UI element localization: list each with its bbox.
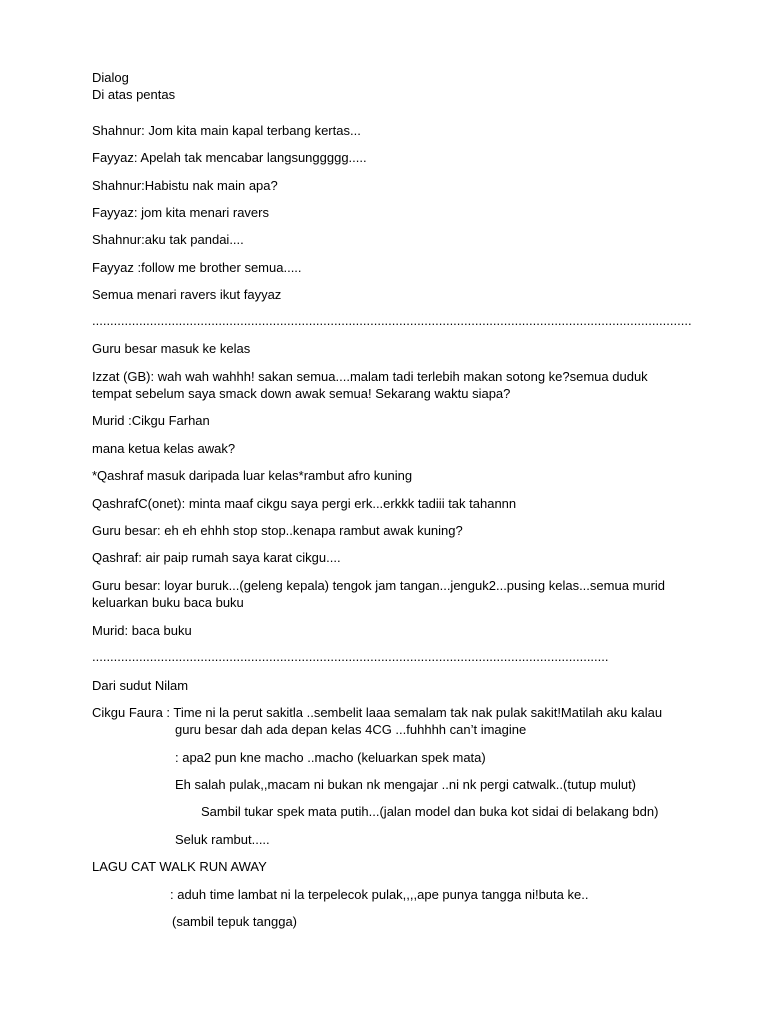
dialog-line: mana ketua kelas awak? [92, 441, 236, 456]
dialog-line: Fayyaz :follow me brother semua..... [92, 260, 302, 275]
dialog-line: Qashraf: air paip rumah saya karat cikgu.... [92, 550, 341, 565]
stage-direction: (sambil tepuk tangga) [172, 914, 298, 929]
dotted-separator: ............................................................................................................................................... [92, 649, 609, 664]
dialog-line: : aduh time lambat ni la terpelecok pulak,,,,ape punya tangga ni!buta ke.. [170, 887, 589, 902]
dialog-line: Cikgu Faura : Time ni la perut sakitla ..sembelit laaa semalam tak nak pulak sakit!Matilah aku kalau [92, 705, 663, 720]
dialog-line: : apa2 pun kne macho ..macho (keluarkan spek mata) [175, 750, 486, 765]
dialog-line: Shahnur: Jom kita main kapal terbang kertas... [92, 123, 361, 138]
dialog-line: Murid: baca buku [92, 623, 192, 638]
stage-direction: Sambil tukar spek mata putih...(jalan model dan buka kot sidai di belakang bdn) [201, 804, 659, 819]
song-title: LAGU CAT WALK RUN AWAY [92, 859, 267, 874]
dialog-line: Izzat (GB): wah wah wahhh! sakan semua....malam tadi terlebih makan sotong ke?semua duduk [92, 369, 648, 384]
dotted-separator: ...................................................................................................................................................................... [92, 313, 692, 328]
dialog-line: tempat sebelum saya smack down awak semua! Sekarang waktu siapa? [92, 386, 511, 401]
document-subtitle: Di atas pentas [92, 87, 176, 102]
document-title: Dialog [92, 70, 129, 85]
dialog-line: Eh salah pulak,,macam ni bukan nk mengajar ..ni nk pergi catwalk..(tutup mulut) [175, 777, 637, 792]
scene-heading: Dari sudut Nilam [92, 678, 189, 693]
dialog-line: keluarkan buku baca buku [92, 595, 244, 610]
dialog-line: Semua menari ravers ikut fayyaz [92, 287, 282, 302]
stage-direction: *Qashraf masuk daripada luar kelas*rambut afro kuning [92, 468, 413, 483]
dialog-line: Shahnur:aku tak pandai.... [92, 232, 244, 247]
dialog-line: Shahnur:Habistu nak main apa? [92, 178, 278, 193]
dialog-line: Fayyaz: jom kita menari ravers [92, 205, 269, 220]
dialog-line: Guru besar: eh eh ehhh stop stop..kenapa rambut awak kuning? [92, 523, 463, 538]
dialog-line: Guru besar: loyar buruk...(geleng kepala) tengok jam tangan...jenguk2...pusing kelas...semua murid [92, 578, 666, 593]
dialog-line: guru besar dah ada depan kelas 4CG ...fuhhhh can’t imagine [175, 722, 527, 737]
dialog-line: Fayyaz: Apelah tak mencabar langsunggggg..... [92, 150, 367, 165]
dialog-line: Murid :Cikgu Farhan [92, 413, 210, 428]
stage-direction: Seluk rambut..... [175, 832, 270, 847]
scene-heading: Guru besar masuk ke kelas [92, 341, 251, 356]
dialog-line: QashrafC(onet): minta maaf cikgu saya pergi erk...erkkk tadiii tak tahannn [92, 496, 517, 511]
